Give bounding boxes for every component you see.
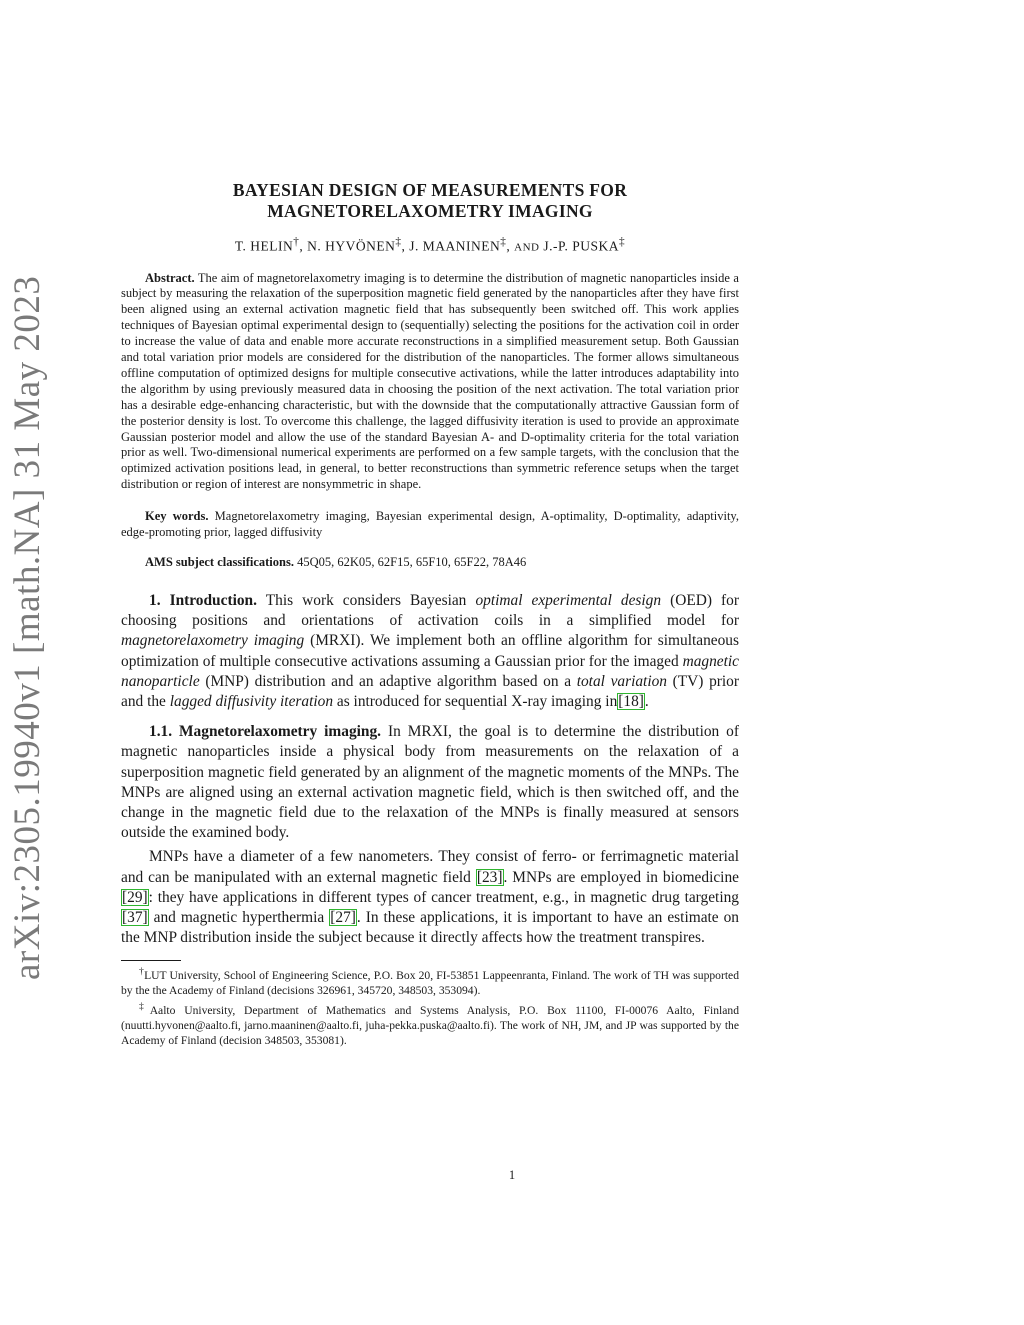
keywords-text: Magnetorelaxometry imaging, Bayesian experimental design, A-optimality, D-optimality, adaptivity, edge-promoting prior, lagged diffusivity	[121, 509, 739, 540]
author-conjunction: AND	[514, 241, 540, 254]
term-lagged-diffusivity: lagged diffusivity iteration	[169, 692, 334, 710]
author-maaninen: J. MAANINEN	[409, 238, 501, 254]
author-list: T. HELIN†, N. HYVÖNEN‡, J. MAANINEN‡, AND J.-P. PUSKA‡	[234, 236, 626, 254]
arxiv-identifier-stamp: arXiv:2305.19940v1 [math.NA] 31 May 2023	[7, 275, 48, 980]
intro-text-1: This work considers Bayesian	[265, 591, 467, 609]
footnote-divider	[121, 960, 181, 961]
para-text-2: . MNPs are employed in biomedicine	[503, 868, 739, 886]
footnote-lut-mark: †	[139, 966, 145, 978]
author-helin: T. HELIN	[234, 238, 294, 254]
citation-link-18[interactable]: [18]	[618, 692, 644, 710]
ams-codes: 45Q05, 62K05, 62F15, 65F10, 65F22, 78A46	[297, 555, 527, 569]
term-magnetic-nanoparticle: magnetic nanoparticle	[121, 652, 739, 690]
subsection-text: In MRXI, the goal is to determine the distribution of magnetic nanoparticles inside a physical body from measurements on the relaxation of a superposition magnetic field generated by an alignment of the magnetic moments of the MNPs. The MNPs are aligned using an external activation magnetic field, which is then switched off, and the change in the magnetic field due to the relaxation of the MNPs is finally measured at sensors outside the examined body.	[121, 723, 740, 842]
para-text-4: and magnetic hyperthermia	[153, 908, 325, 926]
intro-text-7: .	[644, 692, 649, 710]
intro-text-6: as introduced for sequential X-ray imaging in	[336, 692, 618, 710]
intro-text-3: (MRXI). We implement both an offline algorithm for simultaneous optimization of multiple consecutive activations assuming a Gaussian prior for the imaged	[121, 632, 739, 670]
abstract-text: The aim of magnetorelaxometry imaging is to determine the distribution of magnetic nanoparticles inside a subject by measuring the relaxation of the superposition magnetic field generated by the nanoparticles after they have first been aligned using an external activation magnetic field that has subsequently been switched off. This work applies techniques of Bayesian optimal experimental design to (sequentially) selecting the positions for the activation coil in order to increase the value of data and enable more accurate reconstructions in a simplified measurement setup. Both Gaussian and total variation prior models are considered for the distribution of the nanoparticles. The former allows simultaneous offline computation of optimized designs for multiple consecutive activations, while the latter introduces adaptability into the algorithm by using previously measured data in choosing the position of the next activation. The total variation prior has a desirable edge-enhancing characteristic, but with the downside that the computationally attractive Gaussian form of the posterior density is lost. To overcome this challenge, the lagged diffusivity iteration is used to provide an approximate Gaussian posterior model and allow the use of the standard Bayesian A- and D-optimality criteria for the total variation prior as well. Two-dimensional numerical experiments are performed on a few sample targets, with the conclusion that the optimized activation positions lead, in general, to better reconstructions than symmetric reference setups when the target distribution or region of interest are nonsymmetric in shape.	[121, 270, 739, 492]
author-puska: J.-P. PUSKA	[543, 238, 620, 254]
term-total-variation: total variation	[576, 672, 667, 690]
author-hyvonen: N. HYVÖNEN	[307, 238, 396, 254]
section-heading-introduction: 1. Introduction.	[149, 591, 257, 609]
term-optimal-experimental-design: optimal experimental design	[475, 591, 662, 609]
author-hyvonen-affiliation-mark: ‡	[395, 236, 402, 248]
keywords	[121, 509, 739, 541]
author-helin-affiliation-mark: †	[293, 236, 300, 248]
footnote-aalto-text: Aalto University, Department of Mathematics and Systems Analysis, P.O. Box 11100, FI-00076 Aalto, Finland (nuutti.hyvonen@aalto.fi, jarno.maaninen@aalto.fi, juha-pekka.puska@aalto.fi). The work of NH, JM, and JP was supported by the Academy of Finland (decision 348503, 353081).	[121, 1003, 739, 1047]
section-introduction	[121, 591, 739, 712]
footnote-aalto	[121, 999, 739, 1048]
citation-link-29[interactable]: [29]	[122, 888, 148, 906]
citation-link-27[interactable]: [27]	[330, 908, 356, 926]
term-magnetorelaxometry-imaging: magnetorelaxometry imaging	[121, 632, 305, 650]
paper-title	[121, 180, 739, 222]
para-text-5: . In these applications, it is important to have an estimate on the MNP distribution inside the subject because it directly affects how the treatment transpires.	[121, 908, 739, 947]
para-text-3: : they have applications in different types of cancer treatment, e.g., in magnetic drug targeting	[148, 888, 739, 906]
abstract	[121, 271, 739, 494]
ams-label: AMS subject classifications.	[145, 555, 294, 569]
footnote-lut	[121, 964, 739, 998]
abstract-label: Abstract.	[145, 270, 195, 285]
paper-page	[121, 180, 739, 1048]
subsection-magnetorelaxometry-imaging	[121, 722, 739, 843]
subsection-heading: 1.1. Magnetorelaxometry imaging.	[149, 723, 382, 741]
para-text-1: MNPs have a diameter of a few nanometers. They consist of ferro- or ferrimagnetic material and can be manipulated with an external magnetic field	[121, 848, 739, 886]
paragraph-mnps	[121, 847, 739, 948]
intro-text-4: (MNP) distribution and an adaptive algorithm based on a	[205, 672, 572, 690]
title-line-2: MAGNETORELAXOMETRY IMAGING	[267, 201, 593, 221]
footnote-lut-text: LUT University, School of Engineering Science, P.O. Box 20, FI-53851 Lappeenranta, Finland. The work of TH was supported by the the Academy of Finland (decisions 326961, 345720, 348503, 353094).	[121, 969, 739, 998]
intro-text-5: (TV) prior and the	[121, 672, 739, 710]
author-maaninen-affiliation-mark: ‡	[500, 236, 507, 248]
intro-text-2: (OED) for choosing positions and orientations of activation coils in a simplified model for	[121, 591, 739, 630]
ams-classifications	[121, 555, 739, 571]
keywords-label: Key words.	[145, 509, 209, 524]
footnote-aalto-mark: ‡	[139, 1000, 150, 1012]
citation-link-23[interactable]: [23]	[476, 868, 503, 886]
author-puska-affiliation-mark: ‡	[619, 236, 626, 248]
citation-link-37[interactable]: [37]	[122, 908, 148, 926]
title-line-1: BAYESIAN DESIGN OF MEASUREMENTS FOR	[232, 180, 628, 200]
page-number: 1	[508, 1168, 516, 1182]
